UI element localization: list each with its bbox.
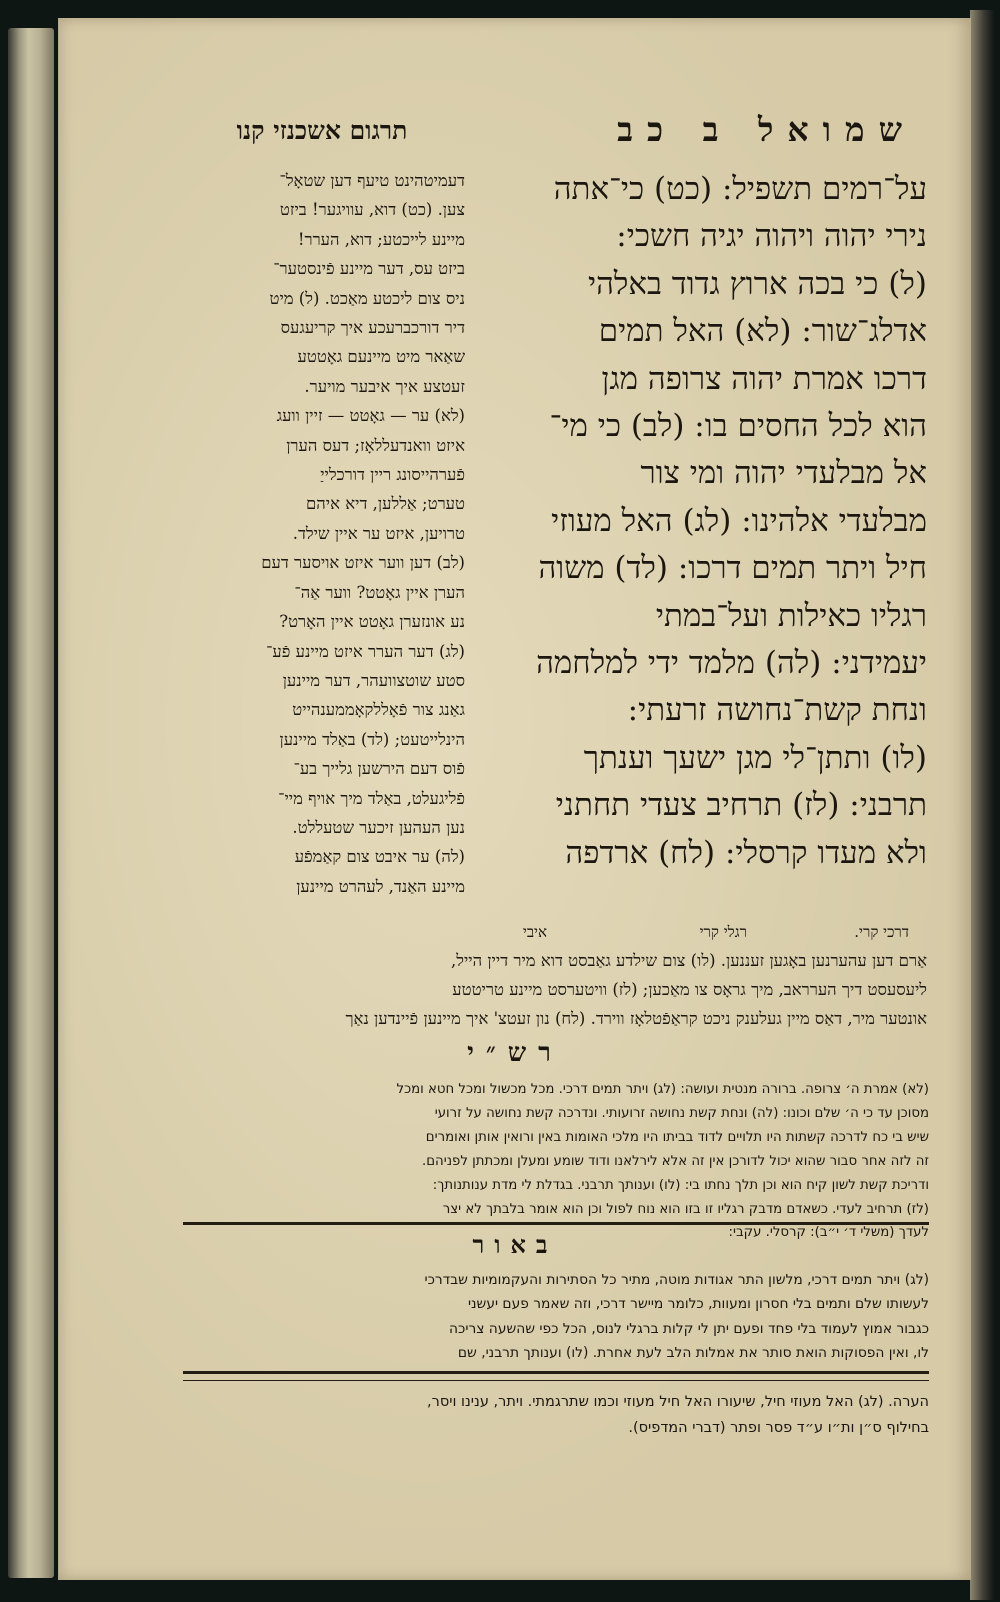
commentary-line: שיש בי כח לדרכה קשתות היו תלויים לדוד בביתו היו מלכי האומות באין ורואין אותן ואומרים	[425, 1129, 929, 1145]
translation-continuation	[185, 946, 927, 1034]
text-line: ונחת קשת־נחושה זרעתי:	[627, 692, 927, 729]
translation-line: ביזט עס, דער מיינע פֿינסטער־	[273, 259, 465, 279]
biur-heading: באור	[472, 1230, 558, 1259]
translation-line: פֿליגעלט, באַלד מיך אויף מיי־	[278, 788, 465, 808]
translation-line: (לא) ער — גאָטט — זיין וועג	[276, 406, 465, 426]
translation-column	[187, 166, 465, 901]
commentary-line: לעדך (משלי ד׳ י״ב): קרסלי. עקבי:	[728, 1225, 929, 1241]
text-line: חיל ויתר תמים דרכו: (לד) משוה	[538, 550, 927, 587]
book-spine-right	[970, 10, 994, 1600]
translation-line: ליעסעסט דיך הערראב, מיך גראָס צו מאַכען; (לז) וויטערסט מיינע טריטטע	[452, 980, 927, 1000]
section-divider	[183, 1222, 929, 1225]
commentary-line: ודריכת קשת לשון קיח הוא וכן תלך נחתו בי: (לו) וענותך תרבני. בגדלת לי מדת ענותנותך:	[432, 1177, 929, 1193]
translation-line: סטע שוטצוועהר, דער מיינען	[282, 670, 465, 690]
variant-note: דרכי קרי.	[854, 923, 909, 941]
rashi-commentary	[183, 1078, 929, 1245]
rashi-heading: רש״י	[467, 1038, 563, 1068]
translation-line: דעמיטהינט טיעף דען שטאָל־	[279, 171, 465, 190]
text-line: דרכו אמרת יהוה צרופה מגן	[601, 360, 927, 397]
biur-commentary	[183, 1268, 929, 1365]
variant-note: איבי	[522, 923, 547, 941]
translation-line: פֿערהייסונג ריין דורכלייַ	[320, 465, 465, 485]
translation-line: הערן איין גאָטט? ווער אַה־	[294, 582, 465, 602]
text-line: אל מבלעדי יהוה ומי צור	[640, 455, 927, 492]
printer-note	[183, 1390, 929, 1441]
translation-line: נע אונזערן גאָטט איין האָרט?	[279, 612, 465, 632]
commentary-line: (לג) ויתר תמים דרכי, מלשון התר אגודות מוטה, מתיר כל הסתירות והעקמומיות שבדרכי	[424, 1272, 929, 1288]
commentary-line: מסוכן עד כי ה׳ שלם וכונו: (לה) ונחת קשת נחושה זרועותי. ונדרכה קשת נחושה על זרועי	[434, 1105, 929, 1121]
commentary-line: (לא) אמרת ה׳ צרופה. ברורה מנטית ועושה: (לג) ויתר תמים דרכי. מכל מכשול ומכל חטא ומכל	[396, 1082, 929, 1097]
note-line: הערה. (לג) האל מעוזי חיל, שיעורו האל חיל מעוזי וכמו שתרגמתי. ויתר, ענינו ויסר,	[427, 1394, 929, 1410]
page-sheet	[58, 18, 971, 1580]
text-line: נירי יהוה ויהוה יגיה חשכי:	[616, 218, 927, 255]
text-line: (ל) כי בכה ארוץ גדוד באלהי	[587, 265, 927, 302]
translation-line: אונטער מיר, דאַס מיין געלענק ניכט קראַפֿטלאָז ווירד. (לח) נון זעטצ' איך מיינען פֿיינדען נאַך	[345, 1009, 927, 1029]
text-line: אדלג־שור: (לא) האל תמים	[598, 313, 927, 350]
commentary-line: זה לזה אחר סבור שהוא יכול לדורכן אין זה אלא לירלאנו ודוד שומע ומעלן ומכתתן לפניהם.	[421, 1153, 929, 1169]
text-line: ולא מעדו קרסלי: (לח) ארדפה	[565, 834, 927, 871]
section-divider-double	[183, 1371, 929, 1381]
translation-line: פֿוס דעם הירשען גלייך בע־	[293, 759, 465, 779]
translation-line: (לג) דער הערר איזט מיינע פֿע־	[266, 641, 465, 661]
translation-line: איזט וואנדעללאָז; דעס הערן	[286, 435, 465, 455]
note-line: בחילוף ס״ן ות״ו ע״ד פסר ופתר (דברי המדפיס).	[628, 1419, 929, 1436]
translation-line: צען. (כט) דוא, עוויגער! ביזט	[279, 200, 465, 220]
translation-line: שאַאר מיט מיינעם גאָטטע	[297, 347, 465, 367]
text-line: יעמידני: (לה) מלמד ידי למלחמה	[536, 645, 927, 682]
translation-line: גאַנג צור פֿאָללקאָממענהייט	[292, 700, 465, 720]
text-line: על־רמים תשפיל: (כט) כי־אתה	[553, 171, 927, 207]
text-line: מבלעדי אלהינו: (לג) האל מעוזי	[551, 502, 927, 539]
translation-line: טרויען, איזט ער איין שילד.	[292, 523, 465, 543]
translation-line: נען העהען זיכער שטעללט.	[292, 817, 465, 837]
translation-line: טערט; אַללען, דיא איהם	[306, 494, 465, 514]
text-line: (לו) ותתן־לי מגן ישעך וענתך	[583, 739, 927, 776]
hebrew-text-column	[449, 166, 927, 877]
translation-line: זעטצע איך איבער מויער.	[304, 376, 465, 396]
translation-line: דיר דורכברעכע איך קריעגעס	[280, 318, 465, 338]
translation-line: מיינע האַנד, לעהרט מיינען	[296, 876, 465, 896]
text-line: תרבני: (לז) תרחיב צעדי תחתני	[555, 787, 927, 824]
commentary-line: (לז) תרחיב לעדי. כשאדם מדבק רגליו זו בזו הוא נוח לפול וכן הוא אומר בלבתך לא יצר	[442, 1201, 929, 1217]
running-header-translation: תרגום אשכנזי קנו	[236, 116, 408, 145]
commentary-line: לו, ואין הפסוקות הואת סותר את אמלות הלב לעת אחרת. (לו) וענותך תרבני, שם	[457, 1344, 929, 1361]
translation-line: (לב) דען ווער איזט אויסער דעם	[261, 553, 465, 573]
translation-line: אַרם דען עהערנען באָגען זעננען. (לו) צום שילדע גאַבסט דוא מיר דיין הייל,	[450, 951, 927, 970]
translation-line: ניס צום ליכטע מאַכט. (ל) מיט	[269, 288, 465, 308]
commentary-line: לעשותו שלם ותמים בלי חסרון ומעוות, כלומר מיישר דרכי, וזה שאמר פעם יעשני	[467, 1296, 929, 1313]
translation-line: (לה) ער איבט צום קאַמפֿע	[294, 847, 465, 867]
running-header-book: שמואל ב כב	[617, 110, 916, 149]
text-line: רגליו כאילות ועל־במתי	[655, 597, 927, 634]
translation-line: מיינע לייכטע; דוא, הערר!	[297, 229, 465, 249]
translation-line: הינלייטעט; (לד) באַלד מיינען	[279, 729, 465, 749]
text-line: הוא לכל החסים בו: (לב) כי מי־	[549, 408, 927, 445]
commentary-line: כגבור אמוץ לעמוד בלי פחד ופעם יתן לי קלות ברגלי לנוס, הכל כפי שהשעה צריכה	[449, 1320, 929, 1337]
variant-note: רגלי קרי	[699, 923, 747, 941]
page-edges-left	[8, 28, 54, 1578]
